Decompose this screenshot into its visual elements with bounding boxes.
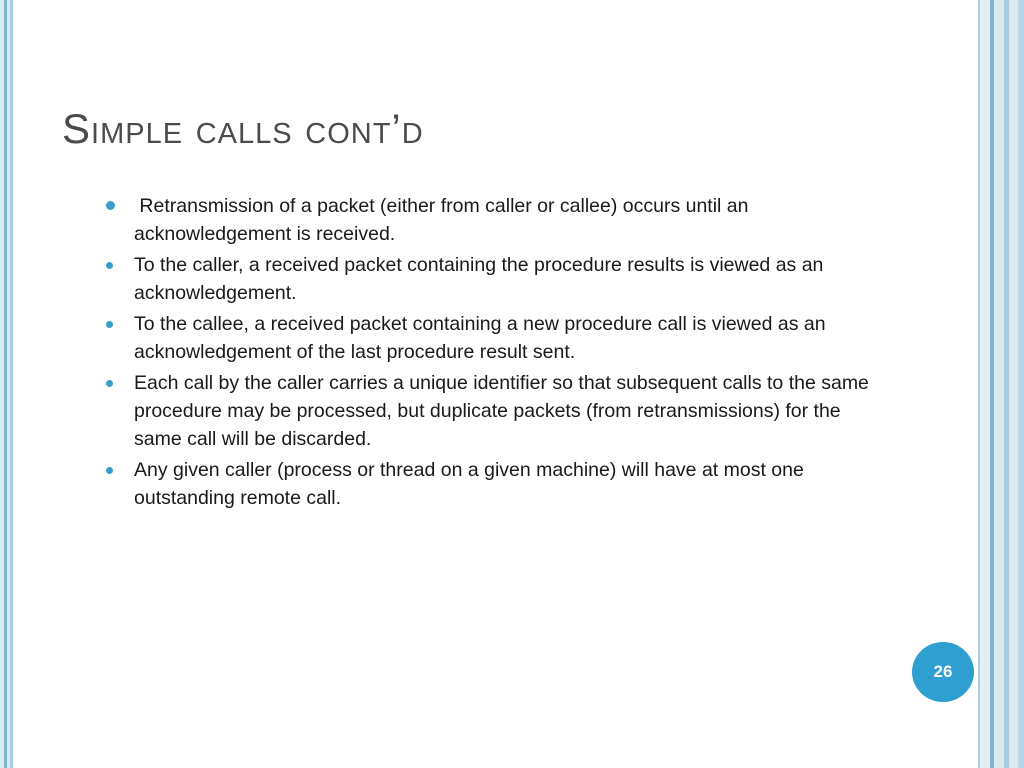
bullet-text: To the callee, a received packet containing a new procedure call is viewed as an acknowledgement of the last procedure result sent. (134, 313, 826, 363)
bullet-item (106, 369, 891, 453)
bullet-dot-icon (106, 380, 113, 387)
right-border-stripe (994, 0, 1004, 768)
right-border-stripe (1009, 0, 1018, 768)
bullet-text: Any given caller (process or thread on a given machine) will have at most one outstanding remote call. (134, 459, 804, 509)
bullet-text: Retransmission of a packet (either from caller or callee) occurs until an acknowledgement is received. (134, 195, 754, 245)
right-border-decoration (978, 0, 1024, 768)
left-border-decoration (0, 0, 13, 768)
bullet-text: To the caller, a received packet containing the procedure results is viewed as an acknowledgement. (134, 254, 824, 304)
slide-title: Simple calls cont’d (62, 105, 424, 152)
right-border-stripe (1018, 0, 1024, 768)
bullet-item (106, 310, 891, 366)
bullet-item (106, 251, 891, 307)
bullet-list (106, 192, 891, 515)
bullet-text: Each call by the caller carries a unique identifier so that subsequent calls to the same procedure may be processed, but duplicate packets (from retransmissions) for the same call will be discarded. (134, 372, 869, 450)
bullet-dot-icon (106, 201, 115, 210)
bullet-item (106, 192, 891, 248)
bullet-item (106, 456, 891, 512)
bullet-dot-icon (106, 262, 113, 269)
bullet-dot-icon (106, 467, 113, 474)
right-border-stripe (980, 0, 990, 768)
bullet-dot-icon (106, 321, 113, 328)
page-number-badge (912, 642, 974, 702)
page-number: 26 (933, 662, 953, 681)
